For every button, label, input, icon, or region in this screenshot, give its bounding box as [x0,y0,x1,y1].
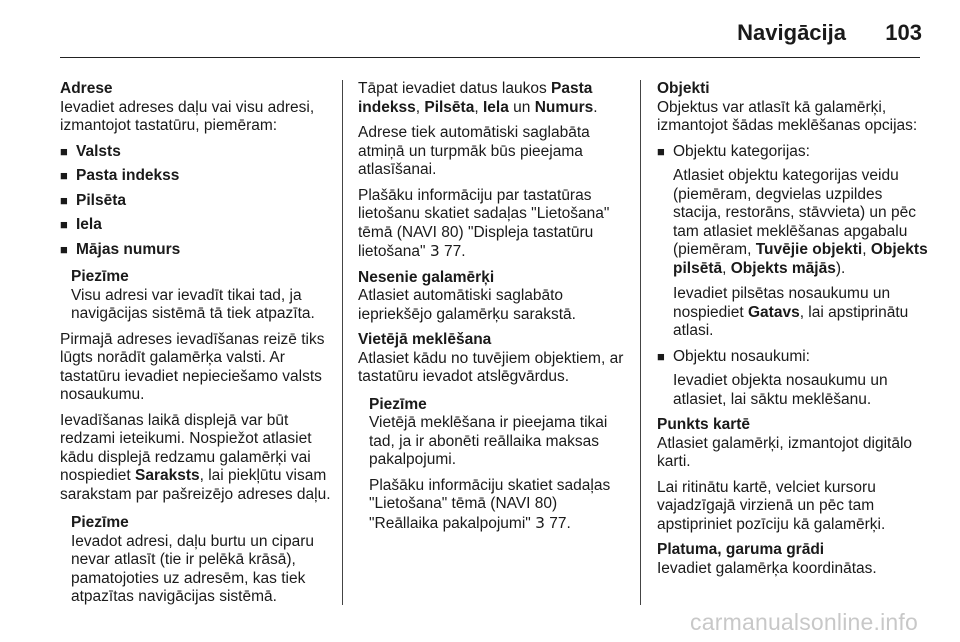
paragraph: Atlasiet galamērķi, izmantojot digitālo karti. [657,434,913,470]
note-block [71,268,332,324]
list-item: ■ Iela [60,216,102,233]
column-3 [657,80,932,585]
list-item-body [673,372,932,409]
section-heading-recent: Nesenie galamērķi [358,268,495,286]
list-item: ■ Objektu kategorijas: [657,142,810,160]
note-text: Plašāku informāciju skatiet sadaļas "Lietošana" tēmā (NAVI 80) "Reāllaika pakalpojumi" 3 77. [369,476,611,532]
page-number: 103 [885,20,922,45]
column-1 [60,80,332,614]
section-heading-local-search: Vietējā meklēšana [358,331,492,348]
paragraph: Plašāku informāciju par tastatūras lietošanu skatiet sadaļas "Lietošana" tēmā (NAVI 80) "Displeja tastatūru lietošana" 3 77. [358,186,610,260]
list-item: ■ Pilsēta [60,191,126,209]
bullet-icon: ■ [60,143,68,159]
list-item: ■ Pasta indekss [60,167,180,184]
note-heading: Piezīme [71,514,129,531]
column-divider-2 [640,80,641,605]
section-heading-adrese: Adrese [60,80,113,97]
list-item: ■ Mājas numurs [60,240,181,258]
bullet-icon: ■ [60,217,68,232]
page-header-title: Navigācija [737,20,846,45]
paragraph: Atlasiet kādu no tuvējiem objektiem, ar tastatūru ievadot atslēgvārdus. [358,349,624,385]
bullet-icon: ■ [60,192,68,208]
note-heading: Piezīme [369,395,427,413]
paragraph: Ievadiet galamērķa koordinātas. [657,559,877,577]
bullet-icon: ■ [60,168,68,183]
note-heading: Piezīme [71,268,129,285]
list-item-body [673,167,932,341]
bullet-icon: ■ [60,241,68,257]
watermark: carmanualsonline.info [690,609,918,635]
section-heading-map-point: Punkts kartē [657,416,751,433]
list-item: ■ Objektu nosaukumi: [657,347,810,365]
note-text: Ievadot adresi, daļu burtu un ciparu nevar atlasīt (tie ir pelēkā krāsā), pamatojoties uz adresēm, kas tiek atpazītas navigācijas sistēmā. [71,532,314,605]
paragraph: Adrese tiek automātiski saglabāta atmiņā un turpmāk būs pieejama atlasīšanai. [358,124,590,178]
paragraph: Ievadiet pilsētas nosaukumu un nospiediet Gatavs, lai apstiprinātu atlasi. [673,285,909,339]
paragraph: Atlasiet automātiski saglabāto iepriekšējo galamērķu sarakstā. [358,287,576,323]
page-ref-icon: 3 [429,242,440,260]
note-text: Vietējā meklēšana ir pieejama tikai tad, ja ir abonēti reāllaika maksas pakalpojumi. [369,414,608,468]
paragraph: Objektus var atlasīt kā galamērķi, izmantojot šādas meklēšanas opcijas: [657,98,918,134]
section-heading-objects: Objekti [657,80,710,97]
note-text: Visu adresi var ievadīt tikai tad, ja navigācijas sistēmā tā tiek atpazīta. [71,286,315,322]
note-block [71,514,332,607]
header-divider [60,57,920,58]
bullet-icon: ■ [657,143,665,159]
adrese-text: Ievadiet adreses daļu vai visu adresi, izmantojot tastatūru, piemēram: [60,98,315,134]
paragraph: Lai ritinātu kartē, velciet kursoru vajadzīgajā virzienā un pēc tam apstipriniet pozīciju kā galamērķi. [657,478,886,533]
column-2 [358,80,630,540]
list-item: ■ Valsts [60,142,121,160]
paragraph: Atlasiet objektu kategorijas veidu (piemēram, degvielas uzpildes stacija, restorāns, stāvvieta) un pēc tam atlasiet meklēšanas apgabalu (piemēram, Tuvējie objekti, Objekts pilsētā, Objekts mājās). [673,167,928,277]
paragraph: Ievadīšanas laikā displejā var būt redzami ieteikumi. Nospiežot atlasiet kādu displejā redzamu galamērķi vai nospiediet Saraksts, lai piekļūtu visam sarakstam par pašreizējo adreses daļu. [60,411,331,503]
section-heading-coordinates: Platuma, garuma grādi [657,541,825,558]
page-ref-icon: 3 [535,513,545,532]
paragraph: Tāpat ievadiet datus laukos Pasta indekss, Pilsēta, Iela un Numurs. [358,80,598,116]
paragraph: Ievadiet objekta nosaukumu un atlasiet, lai sāktu meklēšanu. [673,372,888,408]
note-block [369,396,630,534]
column-divider-1 [342,80,343,605]
bullet-icon: ■ [657,348,665,364]
paragraph: Pirmajā adreses ievadīšanas reizē tiks lūgts norādīt galamērķa valsti. Ar tastatūru ievadiet nepieciešamo valsts nosaukumu. [60,330,325,403]
